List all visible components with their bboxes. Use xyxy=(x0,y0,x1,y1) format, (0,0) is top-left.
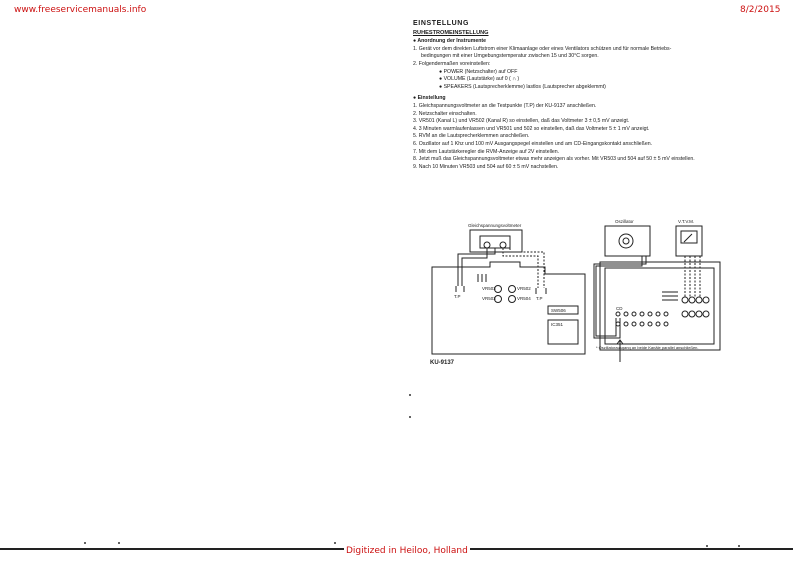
scan-dot xyxy=(409,394,411,396)
board-label: KU-9137 xyxy=(430,360,455,366)
wire-right-a xyxy=(503,248,538,288)
list-item: 6. Oszillator auf 1 Khz und 100 mV Ausgangspegel einstellen und am CD-Eingangskontakt anschließen. xyxy=(413,140,653,147)
input-jack xyxy=(624,312,628,316)
left-board-diagram xyxy=(432,230,585,354)
input-jack xyxy=(632,312,636,316)
input-jack xyxy=(648,312,652,316)
oscillator-note: * Oszillatorausgang an beide Kanäle parallel anschließen. xyxy=(596,345,699,350)
oscillator-dial xyxy=(619,234,633,248)
speaker-terminal xyxy=(682,297,688,303)
document-body xyxy=(413,20,758,171)
site-link[interactable]: www.freeservicemanuals.info xyxy=(14,5,147,15)
input-jack xyxy=(632,322,636,326)
speaker-terminal xyxy=(689,297,695,303)
list-item: 3. VR501 (Kanal L) und VR502 (Kanal R) so einstellen, daß das Voltmeter 3 ± 0,5 mV anzeigt. xyxy=(413,118,630,125)
date-stamp: 8/2/2015 xyxy=(740,5,781,15)
voltmeter-label: Gleichspannungsvoltmeter xyxy=(468,223,522,228)
sub-list-item: ● POWER (Netzschalter) auf OFF xyxy=(439,68,518,75)
switch-label: SW506 xyxy=(551,308,566,313)
vtvm-needle xyxy=(684,234,692,242)
list-item: 5. RVM an die Lautsprecherklemmen anschließen. xyxy=(413,133,530,140)
input-jack xyxy=(640,322,644,326)
vent-slots xyxy=(662,292,678,300)
wiring-diagram xyxy=(420,212,760,372)
scan-dot xyxy=(409,416,411,418)
sub-list-item: ● SPEAKERS (Lautsprecherklemme) lastlos (Lautsprecher abgeklemmt) xyxy=(439,83,606,90)
list-item: bedingungen mit einer Umgebungstemperatur zwischen 15 und 30°C sorgen. xyxy=(421,53,599,60)
list-item: 1. Gleichspannungsvoltmeter an die Testpunkte (T.P) der KU-9137 anschließen. xyxy=(413,102,597,109)
cd-label: CD xyxy=(616,306,623,311)
cd-arrow xyxy=(617,340,623,362)
vr-label: VR503 xyxy=(482,286,496,291)
scan-dot xyxy=(334,542,336,544)
list-item: 7. Mit dem Lautstärkeregler die RVM-Anzeige auf 2V einstellen. xyxy=(413,148,560,155)
speaker-terminal xyxy=(696,297,702,303)
vr-label: VR503 xyxy=(482,296,496,301)
section1-heading: ● Anordnung der Instrumente xyxy=(413,38,486,45)
meter-terminal-minus xyxy=(500,242,506,248)
list-item: 1. Gerät vor dem direkten Luftstrom einer Klimaanlage oder eines Ventilators schützen und für normale Betriebs- xyxy=(413,45,672,52)
scan-dot xyxy=(738,545,740,547)
tp-right-label: T.P xyxy=(536,296,543,301)
osc-wire-b xyxy=(594,262,646,338)
input-jack xyxy=(656,322,660,326)
digitized-footer: Digitized in Heiloo, Holland xyxy=(346,546,468,556)
wire-right-b xyxy=(510,248,544,288)
ic-label: IC351 xyxy=(551,322,564,327)
page-title: EINSTELLUNG xyxy=(413,20,469,27)
section-subtitle: RUHESTROMEINSTELLUNG xyxy=(413,29,489,36)
oscillator-label: Oszillator xyxy=(615,219,634,224)
list-item: 2. Folgendermaßen voreinstellen: xyxy=(413,60,491,67)
vr-circle xyxy=(509,296,516,303)
input-jack xyxy=(664,312,668,316)
vtvm-label: V.T.V.M. xyxy=(678,219,695,224)
sub-list-item: ● VOLUME (Lautstärke) auf 0 ( ∩ ) xyxy=(439,76,520,83)
input-jack xyxy=(656,312,660,316)
tp-left-pins xyxy=(456,286,464,292)
osc-wire-a xyxy=(596,262,642,336)
oscillator-dial-center xyxy=(623,238,629,244)
speaker-terminal xyxy=(703,311,709,317)
input-jack xyxy=(616,312,620,316)
list-item: 2. Netzschalter einschalten. xyxy=(413,110,477,117)
tp-right-pins xyxy=(536,288,546,294)
oscillator-box xyxy=(605,226,650,256)
input-jack xyxy=(664,322,668,326)
voltmeter-box xyxy=(470,230,522,252)
section2-heading: ● Einstellung xyxy=(413,95,446,102)
scan-dot xyxy=(118,542,120,544)
speaker-terminal xyxy=(682,311,688,317)
connector-pins xyxy=(478,274,486,282)
scan-dot xyxy=(706,545,708,547)
list-item: 8. Jetzt muß das Gleichspannungsvoltmeter etwas mehr anzeigen als vorher. Mit VR503 und 504 auf 50 ± 5 mV einstellen. xyxy=(413,156,695,163)
input-jack xyxy=(648,322,652,326)
speaker-terminal xyxy=(689,311,695,317)
vr-circle xyxy=(509,286,516,293)
scan-dot xyxy=(84,542,86,544)
input-jack xyxy=(624,322,628,326)
vr-label: VR504 xyxy=(517,296,531,301)
input-jack xyxy=(640,312,644,316)
input-jack xyxy=(616,322,620,326)
speaker-terminal xyxy=(703,297,709,303)
tp-left-label: T.P xyxy=(454,294,461,299)
list-item: 4. 3 Minuten warmlaufenlassen und VR501 und 502 so einstellen, daß das Voltmeter 5 ± 1 mV anzeigt. xyxy=(413,125,650,132)
meter-terminal-plus xyxy=(484,242,490,248)
right-amp-diagram xyxy=(594,226,720,362)
speaker-terminal xyxy=(696,311,702,317)
vr-label: VR502 xyxy=(517,286,531,291)
oscillator-output xyxy=(642,256,646,262)
list-item: 9. Nach 10 Minuten VR503 und 504 auf 60 ± 5 mV nachstellen. xyxy=(413,163,559,170)
